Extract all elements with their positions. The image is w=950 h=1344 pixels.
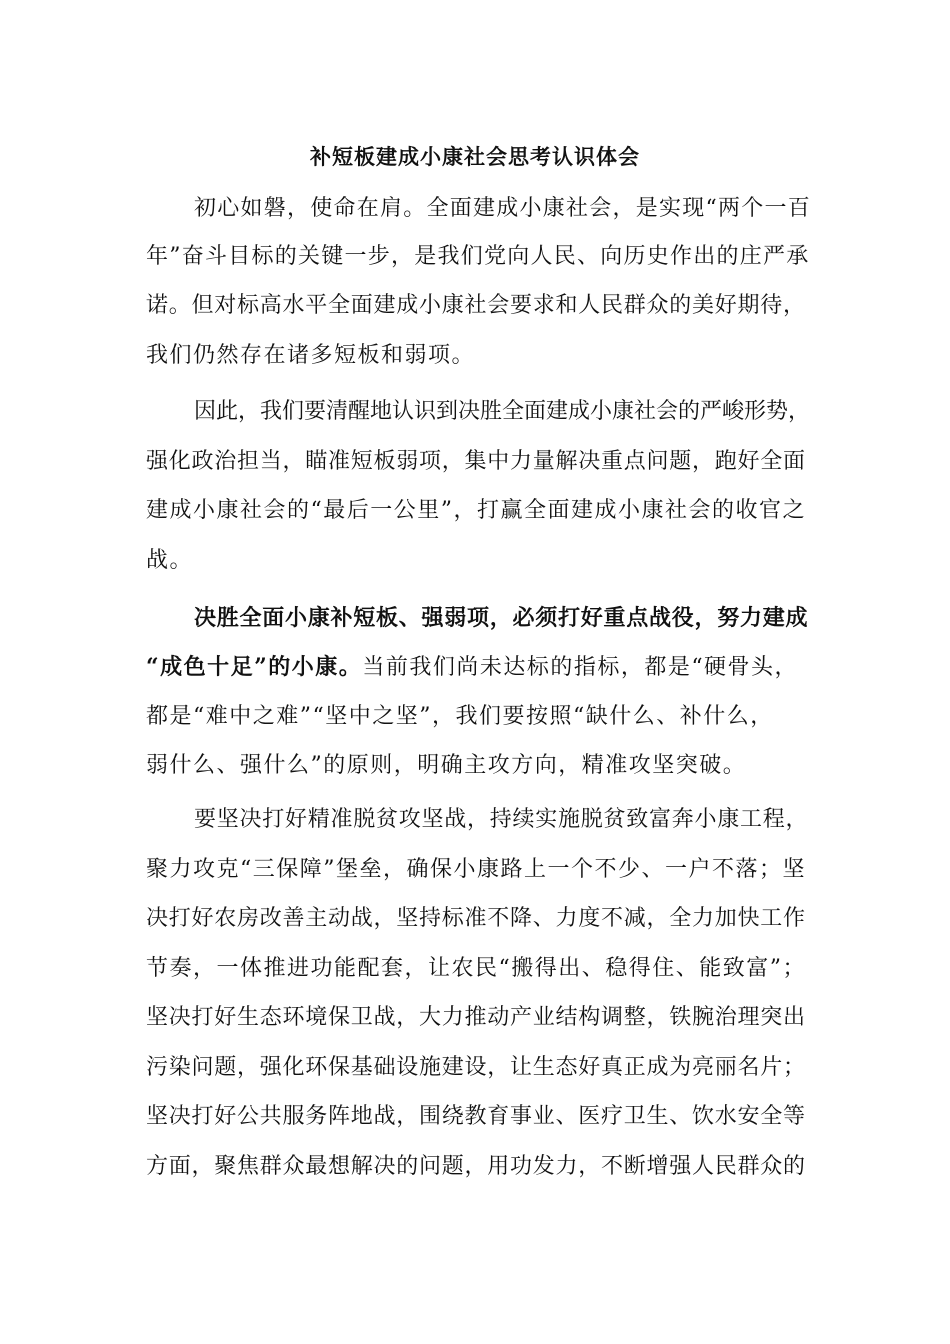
paragraph-4-line-4: 节奏，一体推进功能配套，让农民“搬得出、稳得住、能致富”； [146,956,806,981]
paragraph-4-line-3: 决打好农房改善主动战，坚持标准不降、力度不减，全力加快工作 [146,906,806,931]
document-title: 补短板建成小康社会思考认识体会 [310,144,640,169]
paragraph-2-line-1: 因此，我们要清醒地认识到决胜全面建成小康社会的严峻形势， [194,399,811,424]
paragraph-4-line-5: 坚决打好生态环境保卫战，大力推动产业结构调整，铁腕治理突出 [146,1005,806,1030]
paragraph-4-line-6: 污染问题，强化环保基础设施建设，让生态好真正成为亮丽名片； [146,1055,806,1080]
paragraph-3-line-1: 决胜全面小康补短板、强弱项，必须打好重点战役，努力建成 [194,605,809,631]
paragraph-2-line-2: 强化政治担当，瞄准短板弱项，集中力量解决重点问题，跑好全面 [146,449,806,474]
regular-phrase: 当前我们尚未达标的指标，都是“硬骨头， [362,655,799,680]
paragraph-3-line-3: 都是“难中之难”“坚中之坚”，我们要按照“缺什么、补什么， [146,704,774,729]
paragraph-3-line-4: 弱什么、强什么”的原则，明确主攻方向，精准攻坚突破。 [146,753,747,778]
paragraph-2-line-3: 建成小康社会的“最后一公里”，打赢全面建成小康社会的收官之 [146,498,806,523]
paragraph-3-line-2 [146,652,798,683]
paragraph-2-line-4: 战。 [146,548,194,573]
paragraph-1-line-4: 我们仍然存在诸多短板和弱项。 [146,343,476,368]
paragraph-4-line-7: 坚决打好公共服务阵地战，围绕教育事业、医疗卫生、饮水安全等 [146,1104,806,1129]
paragraph-4-line-8: 方面，聚焦群众最想解决的问题，用功发力，不断增强人民群众的 [146,1154,806,1179]
paragraph-1-line-2: 年”奋斗目标的关键一步，是我们党向人民、向历史作出的庄严承 [146,244,810,269]
paragraph-1-line-1: 初心如磐，使命在肩。全面建成小康社会，是实现“两个一百 [194,196,811,221]
paragraph-4-line-1: 要坚决打好精准脱贫攻坚战，持续实施脱贫致富奔小康工程， [194,807,809,832]
paragraph-1-line-3: 诺。但对标高水平全面建成小康社会要求和人民群众的美好期待， [146,293,806,318]
bold-phrase: “成色十足”的小康。 [146,654,363,680]
paragraph-4-line-2: 聚力攻克“三保障”堡垒，确保小康路上一个不少、一户不落；坚 [146,857,806,882]
